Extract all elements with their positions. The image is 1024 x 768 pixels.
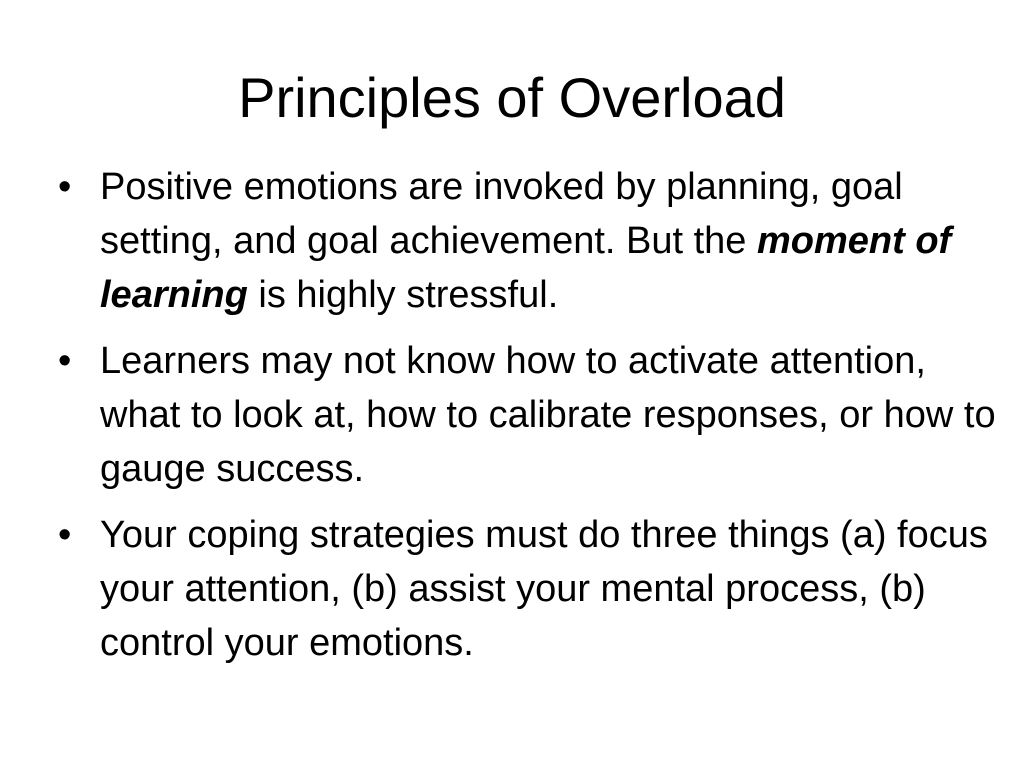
bullet-icon: • bbox=[58, 340, 72, 382]
bullet-item-learners bbox=[58, 334, 998, 496]
bullet-item-planning bbox=[58, 160, 998, 322]
bullet-icon: • bbox=[58, 514, 72, 556]
bullet-icon: • bbox=[58, 166, 72, 208]
bullet-item-coping bbox=[58, 508, 998, 670]
bullet-text: Your coping strategies must do three things (a) focus your attention, (b) assist your mental process, (b) control your emotions. bbox=[100, 514, 988, 664]
bullet-text: Learners may not know how to activate attention, what to look at, how to calibrate responses, or how to gauge success. bbox=[100, 340, 996, 490]
slide-title: Principles of Overload bbox=[238, 66, 786, 129]
bullet-emphasis: moment of learning bbox=[100, 220, 952, 316]
bullet-list bbox=[58, 160, 998, 682]
bullet-text-part: Positive emotions are invoked by planning, goal setting, and goal achievement. But the bbox=[100, 166, 903, 262]
bullet-text-part: is highly stressful. bbox=[247, 274, 559, 316]
